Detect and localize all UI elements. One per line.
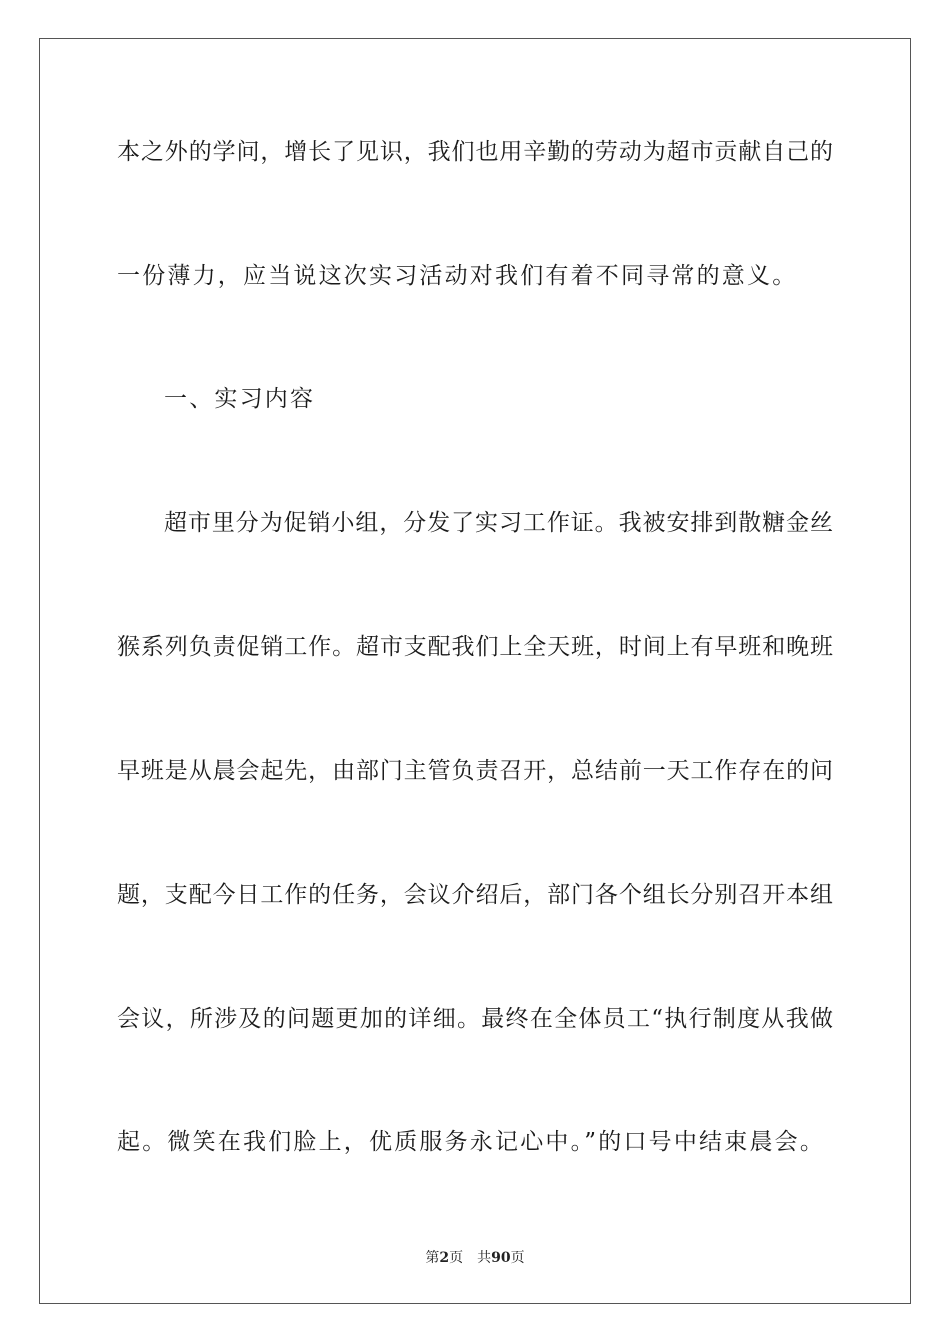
body-line-9: 起。微笑在我们脸上，优质服务永记心中。”的口号中结束晨会。 xyxy=(117,1129,826,1155)
page-frame xyxy=(39,38,911,1304)
page-number: 第2页 xyxy=(425,1250,464,1266)
body-line-8: 会议，所涉及的问题更加的详细。最终在全体员工“执行制度从我做 xyxy=(117,1006,833,1032)
page-footer xyxy=(0,1249,950,1267)
body-line-2: 一份薄力，应当说这次实习活动对我们有着不同寻常的意义。 xyxy=(117,263,798,289)
total-pages: 共90页 xyxy=(477,1250,525,1266)
body-line-6: 早班是从晨会起先，由部门主管负责召开，总结前一天工作存在的问 xyxy=(117,758,833,784)
body-line-4: 超市里分为促销小组，分发了实习工作证。我被安排到散糖金丝 xyxy=(164,510,833,536)
body-line-5: 猴系列负责促销工作。超市支配我们上全天班，时间上有早班和晚班 xyxy=(117,634,833,660)
section-heading: 一、实习内容 xyxy=(164,386,316,412)
body-line-7: 题，支配今日工作的任务，会议介绍后，部门各个组长分别召开本组 xyxy=(117,882,833,908)
body-line-1: 本之外的学问，增长了见识，我们也用辛勤的劳动为超市贡献自己的 xyxy=(117,139,833,165)
